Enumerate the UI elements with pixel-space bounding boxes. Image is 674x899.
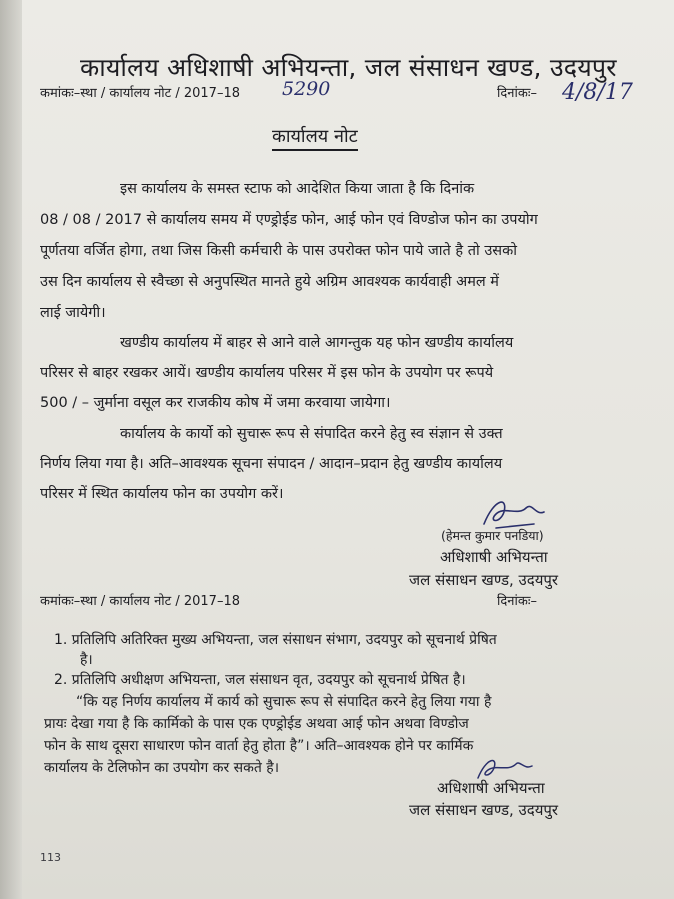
- note-title: कार्यालय नोट: [272, 124, 358, 151]
- body-line: इस कार्यालय के समस्त स्टाफ को आदेशित किया जाता है कि दिनांक: [120, 181, 475, 197]
- copy-signatory-office: जल संसाधन खण्ड, उदयपुर: [409, 801, 559, 819]
- body-line: खण्डीय कार्यालय में बाहर से आने वाले आगन्तुक यह फोन खण्डीय कार्यालय: [120, 335, 514, 351]
- copy-quote-line: “कि यह निर्णय कार्यालय में कार्य को सुचारू रूप से संपादित करने हेतु लिया गया है: [76, 694, 492, 710]
- date-label: दिनांकः–: [497, 86, 537, 101]
- body-line: पूर्णतया वर्जित होगा, तथा जिस किसी कर्मचारी के पास उपरोक्त फोन पाये जाते है तो उसको: [40, 243, 517, 259]
- signatory-office: जल संसाधन खण्ड, उदयपुर: [409, 571, 559, 589]
- body-line: 500 / – जुर्माना वसूल कर राजकीय कोष में जमा करवाया जायेगा।: [40, 395, 391, 411]
- body-line: उस दिन कार्यालय से स्वैच्छा से अनुपस्थित मानते हुये अग्रिम आवश्यक कार्यवाही अमल में: [40, 274, 499, 290]
- body-line: कार्यालय के कार्यो को सुचारू रूप से संपादित करने हेतु स्व संज्ञान से उक्त: [120, 426, 503, 442]
- copy-reference-label: कमांकः–स्था / कार्यालय नोट / 2017–18: [40, 594, 240, 609]
- signatory-designation: अधिशाषी अभियन्ता: [440, 548, 548, 566]
- copy-list-item: 1. प्रतिलिपि अतिरिक्त मुख्य अभियन्ता, जल संसाधन संभाग, उदयपुर को सूचनार्थ प्रेषित: [54, 632, 497, 648]
- body-line: 08 / 08 / 2017 से कार्यालय समय में एण्ड्रोईड फोन, आई फोन एवं विण्डोज फोन का उपयोग: [40, 212, 538, 228]
- body-line: निर्णय लिया गया है। अति–आवश्यक सूचना संपादन / आदान–प्रदान हेतु खण्डीय कार्यालय: [40, 456, 503, 472]
- copy-signatory-designation: अधिशाषी अभियन्ता: [437, 779, 545, 797]
- handwritten-reference-number: 5290: [282, 78, 331, 100]
- signatory-name: (हेमन्त कुमार पनडिया): [441, 528, 544, 543]
- body-line: लाई जायेगी।: [40, 305, 106, 321]
- copy-quote-line: कार्यालय के टेलिफोन का उपयोग कर सकते है।: [44, 760, 280, 776]
- copy-quote-line: फोन के साथ दूसरा साधारण फोन वार्ता हेतु होता है”। अति–आवश्यक होने पर कार्मिक: [44, 738, 474, 754]
- page-number: 113: [40, 851, 61, 864]
- copy-quote-line: प्रायः देखा गया है कि कार्मिको के पास एक एण्ड्रोईड अथवा आई फोन अथवा विण्डोज: [44, 716, 469, 732]
- copy-date-label: दिनांकः–: [497, 594, 537, 609]
- copy-list-item: है।: [80, 652, 93, 668]
- body-line: परिसर से बाहर रखकर आयें। खण्डीय कार्यालय परिसर में इस फोन के उपयोग पर रूपये: [40, 365, 494, 381]
- body-line: परिसर में स्थित कार्यालय फोन का उपयोग करें।: [40, 486, 284, 502]
- handwritten-date: 4/8/17: [562, 80, 633, 105]
- copy-list-item: 2. प्रतिलिपि अधीक्षण अभियन्ता, जल संसाधन वृत, उदयपुर को सूचनार्थ प्रेषित है।: [54, 672, 466, 688]
- reference-number-label: कमांकः–स्था / कार्यालय नोट / 2017–18: [40, 86, 240, 101]
- office-header-title: कार्यालय अधिशाषी अभियन्ता, जल संसाधन खण्ड, उदयपुर: [80, 53, 617, 82]
- page-fold-shadow: [0, 0, 22, 899]
